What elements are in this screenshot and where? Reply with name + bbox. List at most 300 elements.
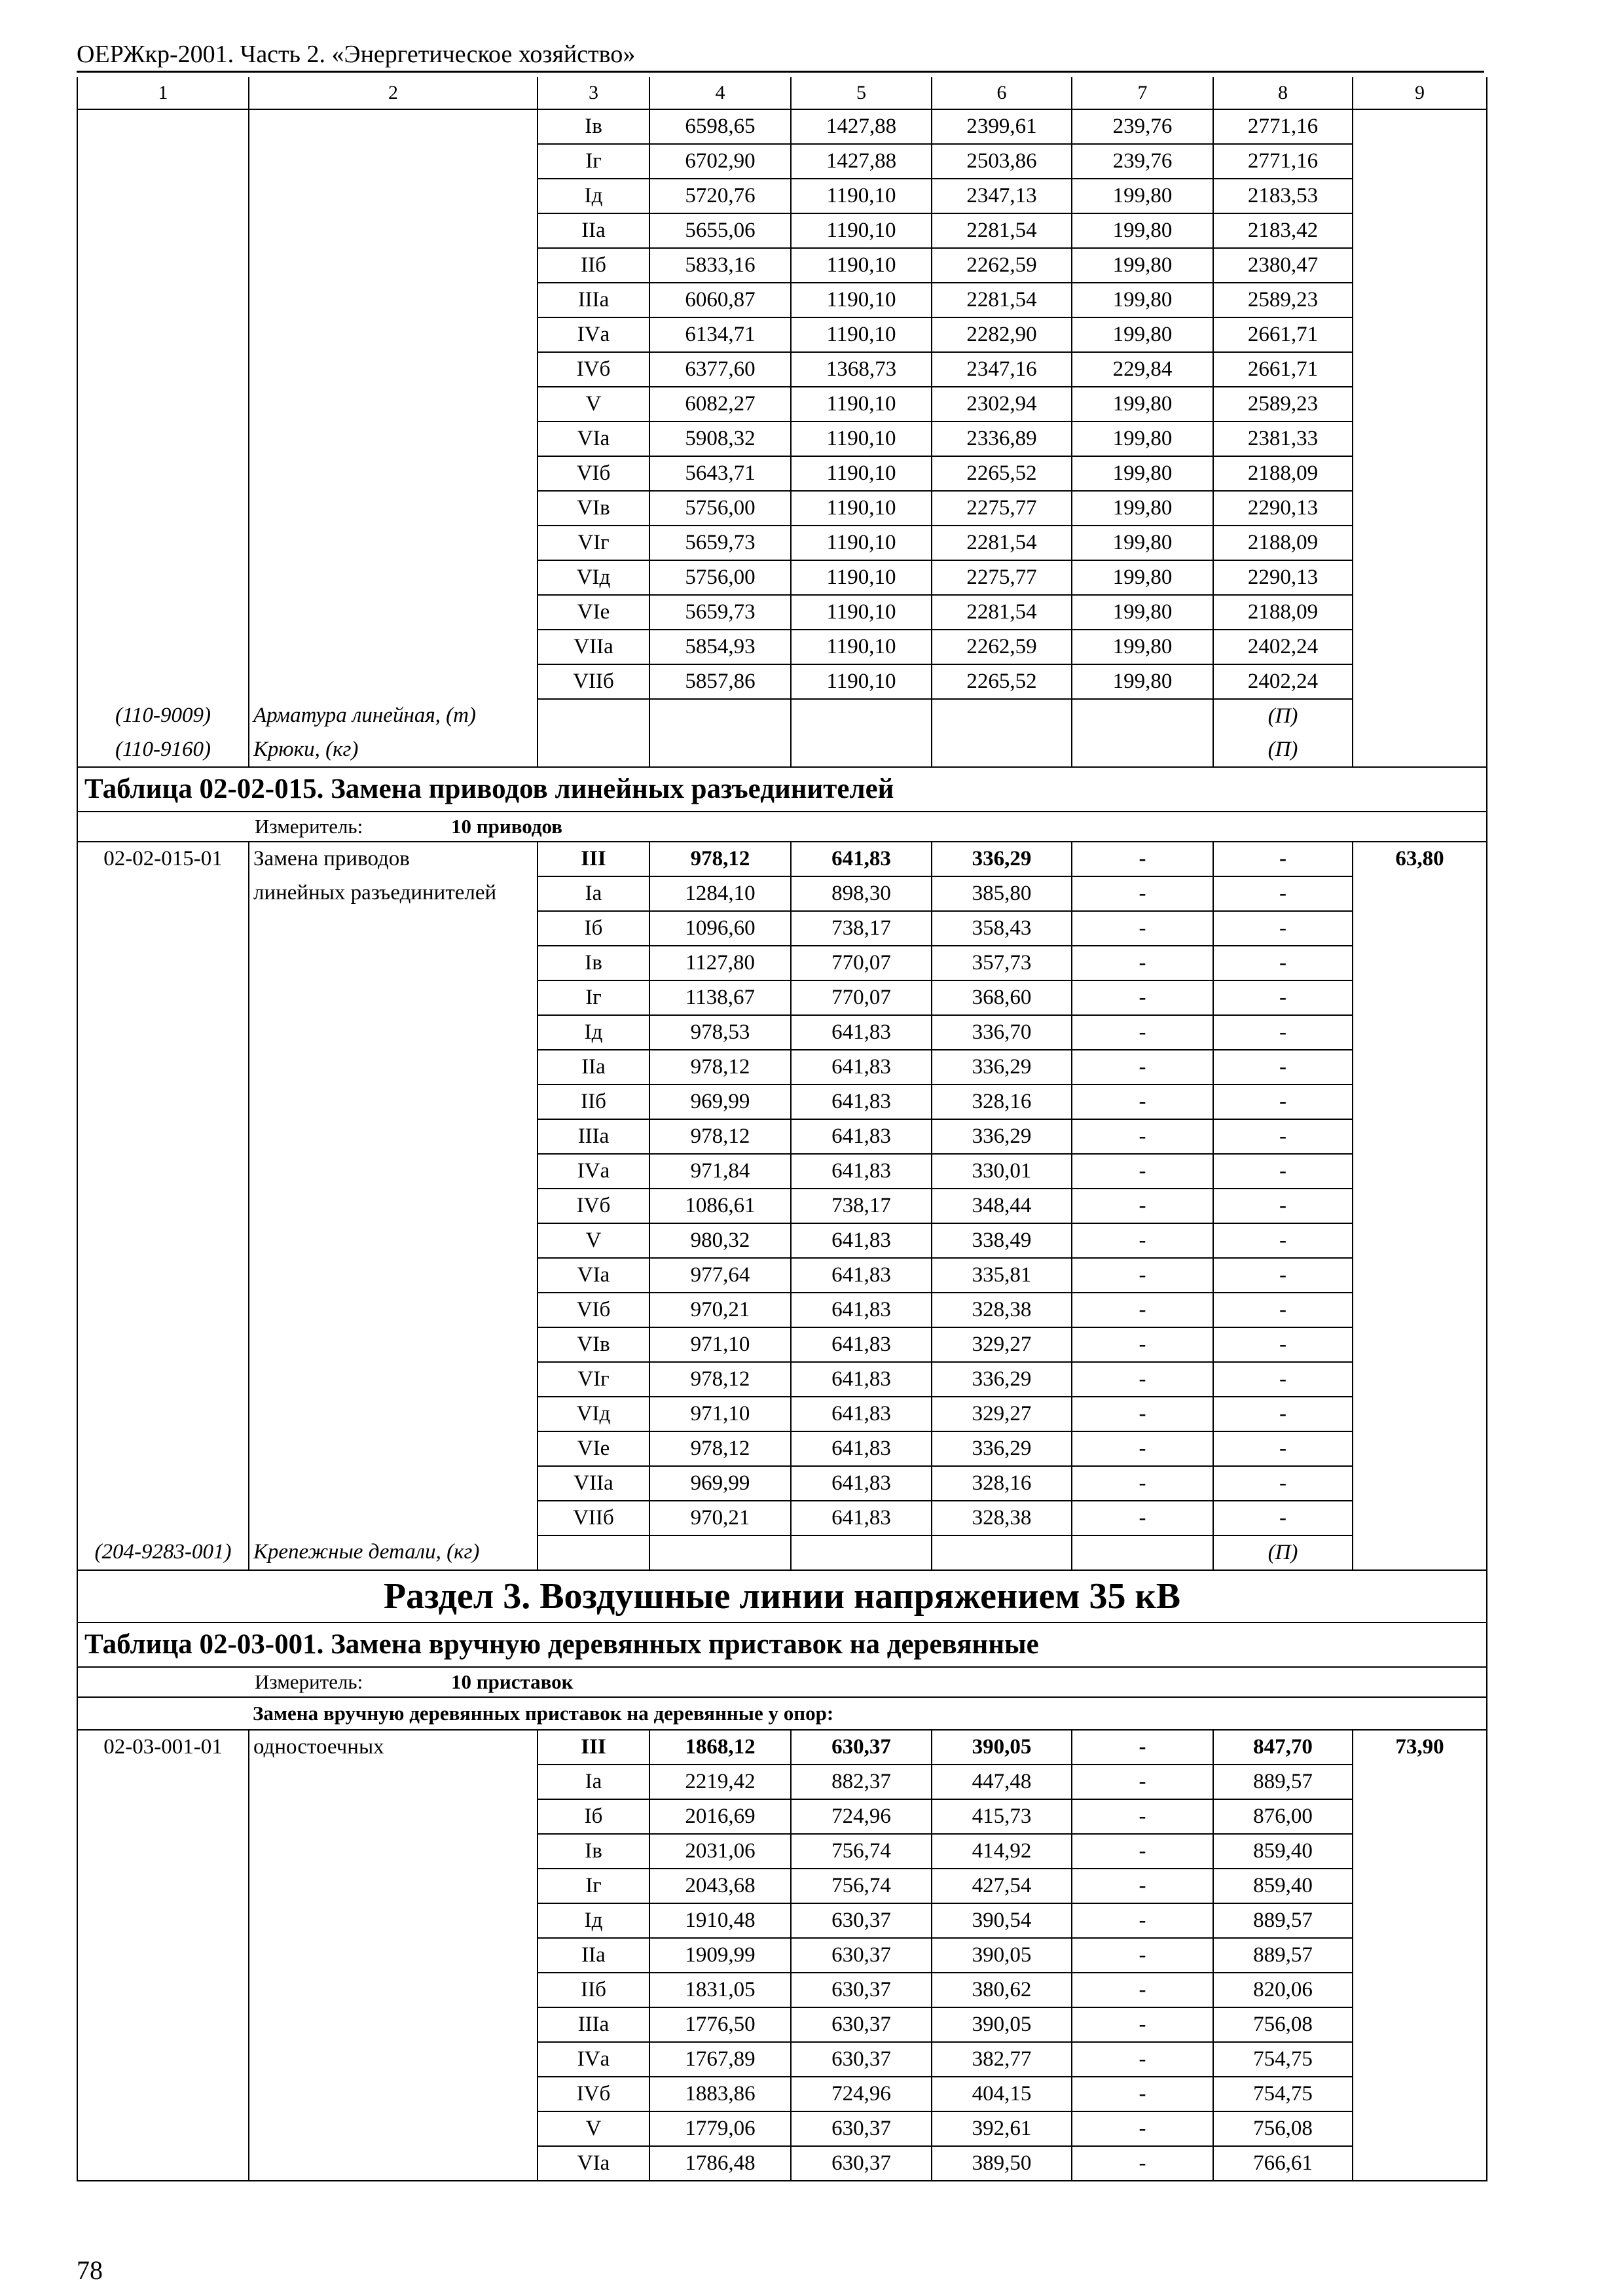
table-row: [77, 1223, 1487, 1258]
zone-cell: IIа: [538, 1050, 649, 1085]
zone-cell: VIг: [538, 526, 649, 560]
col9-cell: [1353, 595, 1487, 630]
table-row: [77, 1015, 1487, 1050]
value-cell: 630,37: [791, 2007, 932, 2042]
value-cell: 199,80: [1072, 179, 1213, 213]
value-cell: -: [1213, 1189, 1353, 1223]
value-cell: 2188,09: [1213, 526, 1353, 560]
code-cell: [77, 317, 249, 352]
material-row: [77, 699, 1487, 733]
value-cell: 970,21: [649, 1293, 791, 1327]
value-cell: 2399,61: [932, 109, 1072, 144]
zone-cell: VIв: [538, 1327, 649, 1362]
value-cell: 6060,87: [649, 283, 791, 317]
table-row: [77, 1938, 1487, 1973]
value-cell: 338,49: [932, 1223, 1072, 1258]
table-row: [77, 2077, 1487, 2111]
table-row: [77, 317, 1487, 352]
col9-cell: [1353, 422, 1487, 456]
zone-cell: IIIа: [538, 283, 649, 317]
value-cell: 199,80: [1072, 630, 1213, 664]
col9-cell: [1353, 248, 1487, 283]
table-row: [77, 2042, 1487, 2077]
value-cell: 1868,12: [649, 1730, 791, 1765]
value-cell: 348,44: [932, 1189, 1072, 1223]
value-cell: 978,12: [649, 1119, 791, 1154]
value-cell: 2771,16: [1213, 109, 1353, 144]
table-row: [77, 144, 1487, 179]
value-cell: -: [1213, 1293, 1353, 1327]
value-cell: 978,53: [649, 1015, 791, 1050]
value-cell: 199,80: [1072, 283, 1213, 317]
value-cell: 859,40: [1213, 1869, 1353, 1903]
zone-cell: Iб: [538, 911, 649, 946]
value-cell: -: [1072, 1834, 1213, 1869]
value-cell: 5833,16: [649, 248, 791, 283]
value-cell: 6082,27: [649, 387, 791, 422]
value-cell: -: [1072, 2146, 1213, 2181]
value-cell: -: [1072, 1501, 1213, 1535]
material-name: Крепежные детали, (кг): [249, 1535, 538, 1570]
value-cell: 980,32: [649, 1223, 791, 1258]
value-cell: 1190,10: [791, 456, 932, 491]
value-cell: 335,81: [932, 1258, 1072, 1293]
zone-cell: VIIа: [538, 630, 649, 664]
code-cell: [77, 456, 249, 491]
measure-label: Измеритель:: [255, 1670, 363, 1693]
value-cell: 2262,59: [932, 248, 1072, 283]
table-row: [77, 1327, 1487, 1362]
value-cell: -: [1072, 1258, 1213, 1293]
value-cell: -: [1072, 1154, 1213, 1189]
table-row: [77, 1501, 1487, 1535]
value-cell: -: [1213, 842, 1353, 876]
value-cell: 756,08: [1213, 2007, 1353, 2042]
table-row: [77, 2007, 1487, 2042]
material-name: Крюки, (кг): [249, 733, 538, 767]
value-cell: -: [1213, 1501, 1353, 1535]
value-cell: 358,43: [932, 911, 1072, 946]
zone-cell: V: [538, 2111, 649, 2146]
table-row: [77, 109, 1487, 144]
value-cell: 328,38: [932, 1293, 1072, 1327]
zone-cell: VIа: [538, 1258, 649, 1293]
value-cell: 2043,68: [649, 1869, 791, 1903]
value-cell: 2771,16: [1213, 144, 1353, 179]
value-cell: 969,99: [649, 1085, 791, 1119]
value-cell: 754,75: [1213, 2077, 1353, 2111]
value-cell: -: [1072, 980, 1213, 1015]
name-cell: [249, 595, 538, 630]
value-cell: -: [1072, 1938, 1213, 1973]
value-cell: 641,83: [791, 1501, 932, 1535]
col9-cell: [1353, 144, 1487, 179]
value-cell: 390,05: [932, 1730, 1072, 1765]
table-title-row: [77, 1623, 1487, 1667]
column-header: 4: [649, 77, 791, 109]
value-cell: 876,00: [1213, 1799, 1353, 1834]
value-cell: 969,99: [649, 1466, 791, 1501]
value-cell: 199,80: [1072, 456, 1213, 491]
value-cell: 898,30: [791, 876, 932, 911]
name-cell: [249, 526, 538, 560]
value-cell: 199,80: [1072, 248, 1213, 283]
column-header: 3: [538, 77, 649, 109]
value-cell: 2275,77: [932, 491, 1072, 526]
zone-cell: Iв: [538, 946, 649, 980]
name-cell: [249, 109, 538, 144]
value-cell: -: [1213, 1327, 1353, 1362]
table-row: [77, 1050, 1487, 1085]
value-cell: 1427,88: [791, 144, 932, 179]
table-row: [77, 1903, 1487, 1938]
subheading: Замена вручную деревянных приставок на деревянные у опор:: [249, 1697, 1487, 1730]
table-title: Таблица 02-03-001. Замена вручную деревянных приставок на деревянные: [77, 1623, 1487, 1667]
value-cell: 1086,61: [649, 1189, 791, 1223]
zone-cell: Iг: [538, 1869, 649, 1903]
value-cell: 847,70: [1213, 1730, 1353, 1765]
value-cell: 328,16: [932, 1085, 1072, 1119]
code-cell: [77, 560, 249, 595]
zone-cell: V: [538, 387, 649, 422]
column-header-row: [77, 77, 1487, 109]
col9-cell: [1353, 664, 1487, 699]
value-cell: 1190,10: [791, 179, 932, 213]
value-cell: 971,10: [649, 1397, 791, 1431]
table-row: [77, 1834, 1487, 1869]
value-cell: 392,61: [932, 2111, 1072, 2146]
value-cell: 641,83: [791, 1466, 932, 1501]
table-row: [77, 422, 1487, 456]
material-row: [77, 1535, 1487, 1570]
value-cell: 630,37: [791, 1973, 932, 2007]
name-cell: [249, 491, 538, 526]
zone-cell: IVб: [538, 2077, 649, 2111]
col9-cell: [1353, 283, 1487, 317]
value-cell: 970,21: [649, 1501, 791, 1535]
zone-cell: III: [538, 1730, 649, 1765]
page-number: 78: [77, 2255, 103, 2285]
value-cell: -: [1213, 1119, 1353, 1154]
value-cell: -: [1072, 1050, 1213, 1085]
value-cell: -: [1213, 1362, 1353, 1397]
value-cell: 641,83: [791, 1015, 932, 1050]
zone-cell: VIIб: [538, 1501, 649, 1535]
value-cell: 971,10: [649, 1327, 791, 1362]
code-cell: [77, 422, 249, 456]
value-cell: 199,80: [1072, 664, 1213, 699]
code-cell: [77, 283, 249, 317]
value-cell: 2265,52: [932, 664, 1072, 699]
value-cell: 630,37: [791, 2146, 932, 2181]
value-cell: 756,74: [791, 1834, 932, 1869]
zone-cell: IIа: [538, 213, 649, 248]
name-cell: [249, 630, 538, 664]
value-cell: -: [1072, 1869, 1213, 1903]
value-cell: -: [1213, 876, 1353, 911]
value-cell: 2302,94: [932, 387, 1072, 422]
value-cell: 2188,09: [1213, 456, 1353, 491]
zone-cell: Iд: [538, 1903, 649, 1938]
code-cell: [77, 387, 249, 422]
value-cell: -: [1072, 1189, 1213, 1223]
value-cell: 2380,47: [1213, 248, 1353, 283]
value-cell: 2183,42: [1213, 213, 1353, 248]
value-cell: 1284,10: [649, 876, 791, 911]
value-cell: 766,61: [1213, 2146, 1353, 2181]
table-row: [77, 352, 1487, 387]
value-cell: 1190,10: [791, 283, 932, 317]
value-cell: 2402,24: [1213, 630, 1353, 664]
zone-cell: VIIа: [538, 1466, 649, 1501]
value-cell: -: [1072, 1730, 1213, 1765]
material-code: (110-9009): [77, 699, 249, 733]
value-cell: 2589,23: [1213, 283, 1353, 317]
value-cell: 1883,86: [649, 2077, 791, 2111]
value-cell: 1910,48: [649, 1903, 791, 1938]
value-cell: 977,64: [649, 1258, 791, 1293]
col9-cell: [1353, 179, 1487, 213]
name-cell: [249, 456, 538, 491]
measure-value: 10 приводов: [451, 815, 563, 838]
value-cell: 390,05: [932, 1938, 1072, 1973]
material-name: Арматура линейная, (т): [249, 699, 538, 733]
value-cell: 2503,86: [932, 144, 1072, 179]
table-row: [77, 1119, 1487, 1154]
value-cell: 1427,88: [791, 109, 932, 144]
name-cell: [249, 664, 538, 699]
rates-table: [77, 77, 1487, 2181]
name-cell: одностоечных: [249, 1730, 538, 1765]
col9-cell: 63,80: [1353, 842, 1487, 876]
value-cell: 1909,99: [649, 1938, 791, 1973]
table-row: [77, 387, 1487, 422]
value-cell: 820,06: [1213, 1973, 1353, 2007]
col9-cell: [1353, 387, 1487, 422]
name-cell: [249, 387, 538, 422]
table-row: [77, 1869, 1487, 1903]
column-header: 7: [1072, 77, 1213, 109]
value-cell: 641,83: [791, 842, 932, 876]
value-cell: 380,62: [932, 1973, 1072, 2007]
value-cell: 2031,06: [649, 1834, 791, 1869]
column-header: 1: [77, 77, 249, 109]
value-cell: 641,83: [791, 1085, 932, 1119]
value-cell: 738,17: [791, 1189, 932, 1223]
value-cell: 2281,54: [932, 283, 1072, 317]
value-cell: 2290,13: [1213, 560, 1353, 595]
value-cell: 1190,10: [791, 595, 932, 630]
code-cell: [77, 109, 249, 144]
zone-cell: VIг: [538, 1362, 649, 1397]
zone-cell: VIе: [538, 595, 649, 630]
zone-cell: Iд: [538, 1015, 649, 1050]
value-cell: 336,29: [932, 842, 1072, 876]
table-row: [77, 664, 1487, 699]
value-cell: 5908,32: [649, 422, 791, 456]
value-cell: 630,37: [791, 1938, 932, 1973]
value-cell: 1190,10: [791, 248, 932, 283]
value-cell: -: [1072, 1223, 1213, 1258]
value-cell: 2282,90: [932, 317, 1072, 352]
zone-cell: VIв: [538, 491, 649, 526]
value-cell: 427,54: [932, 1869, 1072, 1903]
value-cell: 1190,10: [791, 560, 932, 595]
value-cell: 329,27: [932, 1397, 1072, 1431]
value-cell: 2281,54: [932, 213, 1072, 248]
code-cell: [77, 248, 249, 283]
value-cell: -: [1213, 1085, 1353, 1119]
value-cell: 1096,60: [649, 911, 791, 946]
name-cell: [249, 317, 538, 352]
value-cell: -: [1072, 1293, 1213, 1327]
value-cell: -: [1072, 2111, 1213, 2146]
value-cell: 5659,73: [649, 526, 791, 560]
material-mark: (П): [1213, 733, 1353, 767]
value-cell: 2281,54: [932, 595, 1072, 630]
value-cell: 6598,65: [649, 109, 791, 144]
name-cell: Замена приводов: [249, 842, 538, 876]
value-cell: 357,73: [932, 946, 1072, 980]
value-cell: 199,80: [1072, 422, 1213, 456]
value-cell: 199,80: [1072, 213, 1213, 248]
table-row: [77, 1154, 1487, 1189]
value-cell: 641,83: [791, 1431, 932, 1466]
value-cell: 2589,23: [1213, 387, 1353, 422]
value-cell: 5756,00: [649, 560, 791, 595]
zone-cell: Iа: [538, 876, 649, 911]
table-row: [77, 560, 1487, 595]
table-row: [77, 526, 1487, 560]
value-cell: -: [1072, 946, 1213, 980]
value-cell: 199,80: [1072, 560, 1213, 595]
value-cell: 641,83: [791, 1327, 932, 1362]
zone-cell: VIд: [538, 560, 649, 595]
col9-cell: 73,90: [1353, 1730, 1487, 1765]
zone-cell: VIа: [538, 2146, 649, 2181]
value-cell: 1831,05: [649, 1973, 791, 2007]
column-header: 2: [249, 77, 538, 109]
zone-cell: IVб: [538, 352, 649, 387]
value-cell: 1127,80: [649, 946, 791, 980]
value-cell: -: [1072, 1362, 1213, 1397]
zone-cell: IIб: [538, 1085, 649, 1119]
table-row: [77, 1293, 1487, 1327]
table-row: [77, 2111, 1487, 2146]
table-row: [77, 1730, 1487, 1765]
name-cell: [249, 352, 538, 387]
value-cell: -: [1072, 876, 1213, 911]
value-cell: 1190,10: [791, 491, 932, 526]
zone-cell: Iв: [538, 109, 649, 144]
value-cell: 229,84: [1072, 352, 1213, 387]
name-cell: [249, 422, 538, 456]
value-cell: 724,96: [791, 2077, 932, 2111]
value-cell: 889,57: [1213, 1903, 1353, 1938]
zone-cell: III: [538, 842, 649, 876]
value-cell: 641,83: [791, 1154, 932, 1189]
table-row: [77, 1431, 1487, 1466]
column-header: 9: [1353, 77, 1487, 109]
value-cell: 239,76: [1072, 144, 1213, 179]
name-cell: [249, 248, 538, 283]
value-cell: 1190,10: [791, 213, 932, 248]
value-cell: 882,37: [791, 1765, 932, 1799]
code-cell: [77, 595, 249, 630]
value-cell: -: [1072, 842, 1213, 876]
name-cell: [249, 283, 538, 317]
table-row: [77, 630, 1487, 664]
table-row: [77, 980, 1487, 1015]
material-mark: (П): [1213, 699, 1353, 733]
code-cell: [77, 630, 249, 664]
value-cell: 239,76: [1072, 109, 1213, 144]
zone-cell: Iв: [538, 1834, 649, 1869]
value-cell: 641,83: [791, 1223, 932, 1258]
value-cell: 641,83: [791, 1362, 932, 1397]
value-cell: -: [1072, 2007, 1213, 2042]
value-cell: -: [1213, 1223, 1353, 1258]
value-cell: -: [1072, 1431, 1213, 1466]
value-cell: -: [1213, 1466, 1353, 1501]
section-title: Раздел 3. Воздушные линии напряжением 35 кВ: [77, 1570, 1487, 1623]
zone-cell: IVа: [538, 317, 649, 352]
value-cell: 978,12: [649, 1431, 791, 1466]
value-cell: 756,74: [791, 1869, 932, 1903]
value-cell: 754,75: [1213, 2042, 1353, 2077]
value-cell: 385,80: [932, 876, 1072, 911]
value-cell: 2381,33: [1213, 422, 1353, 456]
table-row: [77, 2146, 1487, 2181]
table-row: [77, 842, 1487, 876]
value-cell: 859,40: [1213, 1834, 1353, 1869]
table-row: [77, 456, 1487, 491]
code-cell: [77, 352, 249, 387]
value-cell: 1776,50: [649, 2007, 791, 2042]
value-cell: 630,37: [791, 2111, 932, 2146]
value-cell: 2661,71: [1213, 317, 1353, 352]
col9-cell: [1353, 352, 1487, 387]
value-cell: 1190,10: [791, 317, 932, 352]
value-cell: 724,96: [791, 1799, 932, 1834]
value-cell: -: [1213, 1154, 1353, 1189]
zone-cell: VIе: [538, 1431, 649, 1466]
value-cell: 1190,10: [791, 422, 932, 456]
zone-cell: IVб: [538, 1189, 649, 1223]
value-cell: 770,07: [791, 980, 932, 1015]
name-cell: [249, 560, 538, 595]
zone-cell: Iд: [538, 179, 649, 213]
value-cell: 2347,16: [932, 352, 1072, 387]
value-cell: 414,92: [932, 1834, 1072, 1869]
zone-cell: Iг: [538, 980, 649, 1015]
table-row: [77, 595, 1487, 630]
value-cell: 2265,52: [932, 456, 1072, 491]
table-row: [77, 1973, 1487, 2007]
value-cell: 336,29: [932, 1050, 1072, 1085]
zone-cell: VIд: [538, 1397, 649, 1431]
value-cell: 5720,76: [649, 179, 791, 213]
value-cell: -: [1213, 980, 1353, 1015]
value-cell: 199,80: [1072, 526, 1213, 560]
zone-cell: IIб: [538, 248, 649, 283]
value-cell: -: [1213, 1397, 1353, 1431]
value-cell: 1190,10: [791, 387, 932, 422]
value-cell: 6702,90: [649, 144, 791, 179]
table-row: [77, 876, 1487, 911]
value-cell: 641,83: [791, 1050, 932, 1085]
value-cell: 447,48: [932, 1765, 1072, 1799]
